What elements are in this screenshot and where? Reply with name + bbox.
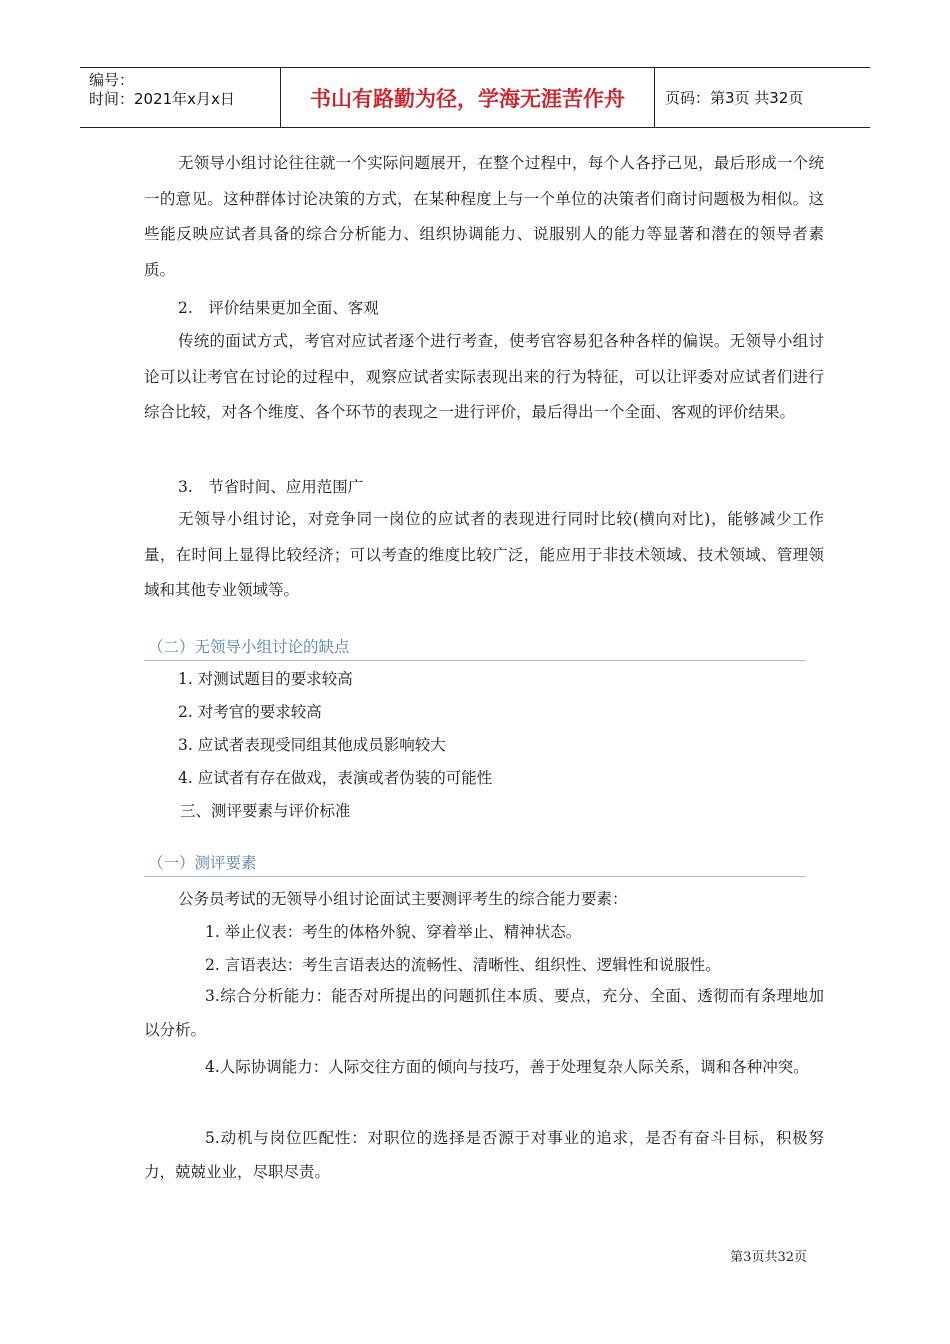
time-label: 时间：2021年x月x日: [89, 90, 235, 108]
section-title-elements: （一）测评要素: [144, 852, 806, 877]
elements-intro: 公务员考试的无领导小组讨论面试主要测评考生的综合能力要素：: [178, 890, 628, 908]
cons-item-2: 2. 对考官的要求较高: [178, 703, 322, 721]
header-slogan: 书山有路勤为径，学海无涯苦作舟: [281, 68, 655, 127]
cons-item-4: 4. 应试者有存在做戏，表演或者伪装的可能性: [178, 769, 493, 787]
element-2: 2. 言语表达：考生言语表达的流畅性、清晰性、组织性、逻辑性和说服性。: [205, 956, 721, 974]
paragraph-1: 无领导小组讨论往往就一个实际问题展开，在整个过程中，每个人各抒己见，最后形成一个统一的意见。这种群体讨论决策的方式，在某种程度上与一个单位的决策者们商讨问题极为相似。这些能反映应试者具备的综合分析能力、组织协调能力、说服别人的能力等显著和潜在的领导者素质。: [144, 154, 824, 279]
page-footer: 第3页共32页: [730, 1250, 807, 1265]
page-header: [80, 67, 870, 128]
cons-item-3: 3. 应试者表现受同组其他成员影响较大: [178, 736, 446, 754]
subheading-2: 2. 评价结果更加全面、客观: [178, 299, 379, 317]
paragraph-2: 传统的面试方式，考官对应试者逐个进行考查，使考官容易犯各种各样的偏误。无领导小组讨论可以让考官在讨论的过程中，观察应试者实际表现出来的行为特征，可以让评委对应试者们进行综合比较，对各个维度、各个环节的表现之一进行评价，最后得出一个全面、客观的评价结果。: [144, 332, 824, 421]
element-5: 5.动机与岗位匹配性：对职位的选择是否源于对事业的追求，是否有奋斗目标，积极努力，兢兢业业，尽职尽责。: [144, 1129, 824, 1181]
paragraph-3: 无领导小组讨论，对竞争同一岗位的应试者的表现进行同时比较(横向对比)，能够减少工作量，在时间上显得比较经济；可以考查的维度比较广泛，能应用于非技术领域、技术领域、管理领域和其他专业领域等。: [144, 510, 824, 599]
cons-item-1: 1. 对测试题目的要求较高: [178, 670, 353, 688]
section-heading-3: 三、测评要素与评价标准: [180, 802, 351, 820]
subheading-3: 3. 节省时间、应用范围广: [178, 478, 364, 496]
header-page-label: 页码：第3页 共32页: [665, 89, 804, 107]
element-1: 1. 举止仪表：考生的体格外貌、穿着举止、精神状态。: [205, 923, 582, 941]
section-title-cons: （二）无领导小组讨论的缺点: [144, 636, 806, 661]
header-meta: [80, 68, 281, 127]
element-3: 3.综合分析能力：能否对所提出的问题抓住本质、要点，充分、全面、透彻而有条理地加以分析。: [144, 987, 824, 1039]
element-4: 4.人际协调能力：人际交往方面的倾向与技巧，善于处理复杂人际关系，调和各种冲突。: [205, 1058, 809, 1076]
code-label: 编号：: [89, 71, 135, 89]
